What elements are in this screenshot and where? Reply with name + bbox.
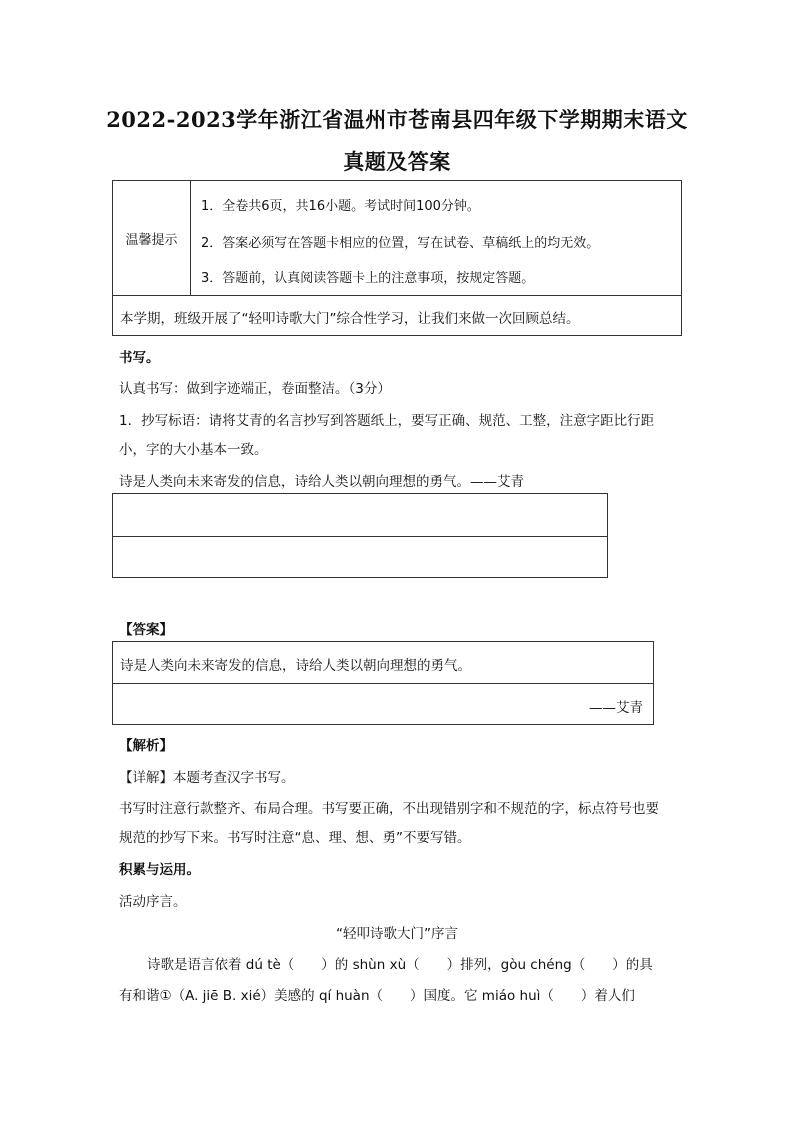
- document-title-line1: 2022-2023学年浙江省温州市苍南县四年级下学期期末语文: [106, 107, 688, 132]
- tips-intro: 本学期，班级开展了“轻叩诗歌大门”综合性学习，让我们来做一次回顾总结。: [120, 311, 580, 327]
- analysis-para-line2: 规范的抄写下来。书写时注意“息、理、想、勇”不要写错。: [119, 830, 471, 846]
- tip-line-2: 2．答案必须写在答题卡相应的位置，写在试卷、草稿纸上的均无效。: [201, 236, 600, 251]
- analysis-para-line1: 书写时注意行款整齐、布局合理。书写要正确，不出现错别字和不规范的字，标点符号也要: [119, 801, 659, 817]
- question-1-line2: 小，字的大小基本一致。: [119, 442, 268, 458]
- tip-line-3: 3．答题前，认真阅读答题卡上的注意事项，按规定答题。: [201, 271, 535, 286]
- tips-divider: [113, 295, 681, 296]
- passage-title: “轻叩诗歌大门”序言: [336, 926, 458, 942]
- passage-line2: 有和谐①（A. jiē B. xié）美感的 qí huàn（ ）国度。它 miáo huì（ ）着人们: [119, 988, 635, 1004]
- answer-author: ——艾青: [589, 700, 643, 716]
- tips-table: [112, 180, 682, 336]
- answer-box-divider: [113, 683, 653, 684]
- answer-quote: 诗是人类向未来寄发的信息，诗给人类以朝向理想的勇气。: [120, 658, 471, 674]
- document-title-line2: 真题及答案: [343, 149, 451, 174]
- copy-quote: 诗是人类向未来寄发的信息，诗给人类以朝向理想的勇气。——艾青: [119, 474, 524, 490]
- copy-answer-box[interactable]: [112, 493, 608, 578]
- tips-label: 温馨提示: [113, 181, 191, 295]
- analysis-label: 【解析】: [119, 738, 173, 754]
- passage-line1: 诗歌是语言依着 dú tè（ ）的 shùn xù（ ）排列，gòu chéng（ ）的具: [147, 957, 653, 973]
- tip-line-1: 1．全卷共6页，共16小题。考试时间100分钟。: [201, 199, 480, 214]
- answer-box: [112, 641, 654, 725]
- writing-requirement: 认真书写：做到字迹端正，卷面整洁。（3分）: [119, 381, 391, 397]
- copy-box-divider: [113, 536, 607, 537]
- writing-heading: 书写。: [119, 350, 160, 366]
- answer-label: 【答案】: [119, 622, 173, 638]
- analysis-detail: 【详解】本题考查汉字书写。: [119, 770, 295, 786]
- question-1-line1: 1．抄写标语：请将艾青的名言抄写到答题纸上，要写正确、规范、工整，注意字距比行距: [119, 413, 655, 429]
- activity-label: 活动序言。: [119, 894, 187, 910]
- section2-heading: 积累与运用。: [119, 862, 200, 878]
